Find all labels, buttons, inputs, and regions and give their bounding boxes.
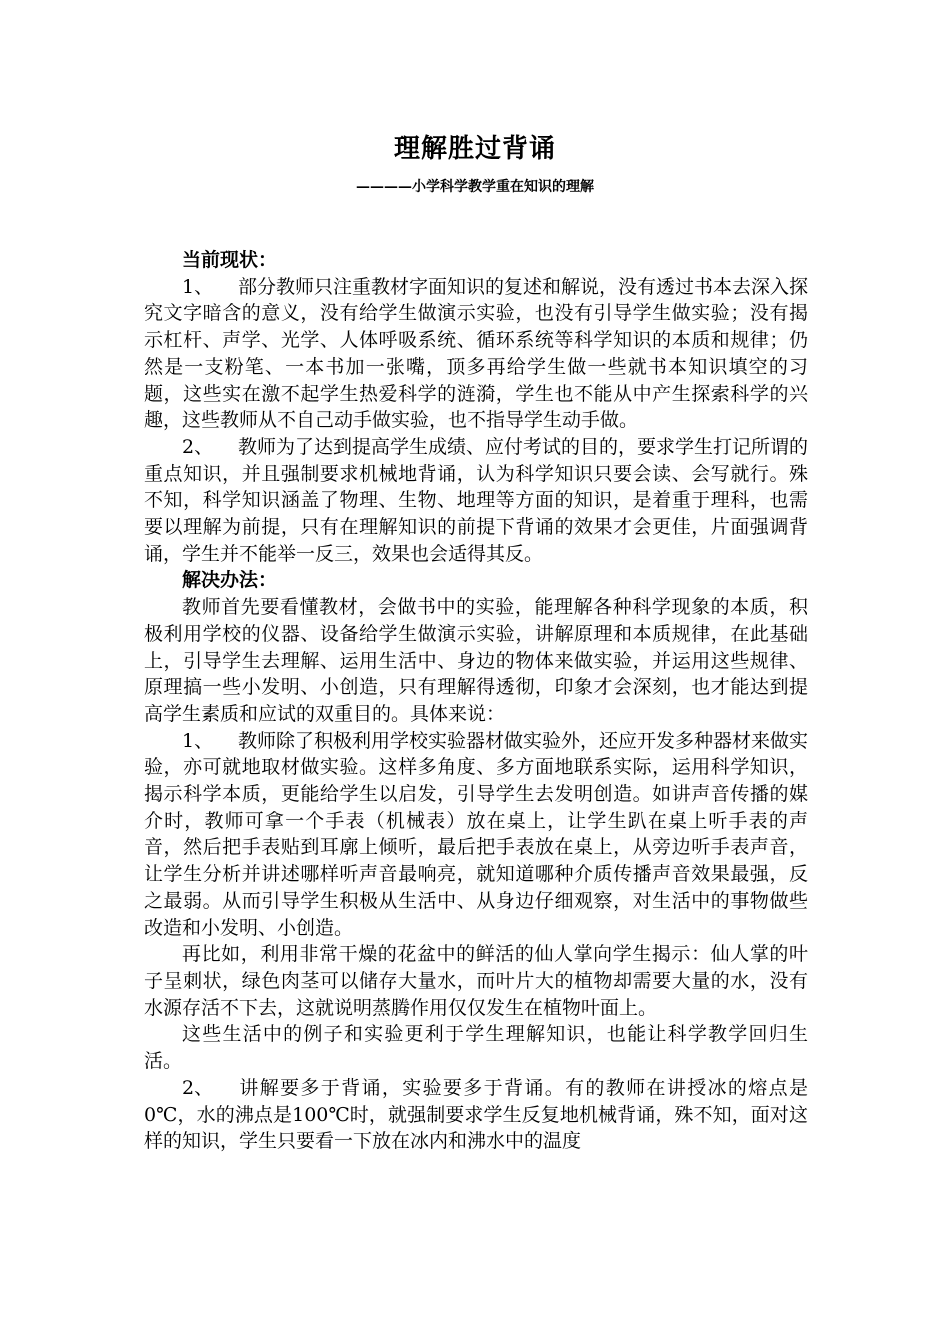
paragraph-example: 再比如，利用非常干燥的花盆中的鲜活的仙人掌向学生揭示：仙人掌的叶子呈刺状，绿色肉茎可以储存大量水，而叶片大的植物却需要大量的水，没有水源存活不下去，这就说明蒸腾作用仅仅发生在植物叶面上。 bbox=[144, 943, 808, 1019]
paragraph-text: 教师为了达到提高学生成绩、应付考试的目的，要求学生打记所谓的重点知识，并且强制要求机械地背诵，认为科学知识只要会读、会写就行。殊不知，科学知识涵盖了物理、生物、地理等方面的知识，是着重于理科，也需要以理解为前提，只有在理解知识的前提下背诵的效果才会更佳，片面强调背诵，学生并不能举一反三，效果也会适得其反。 bbox=[144, 435, 809, 565]
section-heading-solution: 解决办法： bbox=[182, 569, 278, 592]
paragraph-solution-intro: 教师首先要看懂教材，会做书中的实验，能理解各种科学现象的本质，积极利用学校的仪器、设备给学生做演示实验，讲解原理和本质规律，在此基础上，引导学生去理解、运用生活中、身边的物体来做实验，并运用这些规律、原理搞一些小发明、小创造，只有理解得透彻，印象才会深刻，也才能达到提高学生素质和应试的双重目的。具体来说： bbox=[144, 596, 808, 725]
document-body bbox=[144, 247, 808, 1155]
document-subtitle: ————小学科学教学重在知识的理解 bbox=[356, 179, 594, 195]
list-number: 1、 bbox=[182, 729, 214, 752]
paragraph-text: 教师除了积极利用学校实验器材做实验外，还应开发多种器材来做实验，亦可就地取材做实验。这样多角度、多方面地联系实际，运用科学知识，揭示科学本质，更能给学生以启发，引导学生去发明创造。如讲声音传播的媒介时，教师可拿一个手表（机械表）放在桌上，让学生趴在桌上听手表的声音，然后把手表贴到耳廓上倾听，最后把手表放在桌上，从旁边听手表声音，让学生分析并讲述哪样听声音最响亮，就知道哪种介质传播声音效果最强，反之最弱。从而引导学生积极从生活中、从身边仔细观察，对生活中的事物做些改造和小发明、小创造。 bbox=[144, 729, 809, 939]
list-number: 1、 bbox=[182, 275, 214, 298]
paragraph-summary: 这些生活中的例子和实验更利于学生理解知识，也能让科学教学回归生活。 bbox=[144, 1023, 808, 1073]
list-number: 2、 bbox=[182, 1076, 214, 1099]
paragraph-text: 讲解要多于背诵，实验要多于背诵。有的教师在讲授冰的熔点是0℃，水的沸点是100℃时，就强制要求学生反复地机械背诵，殊不知，面对这样的知识，学生只要看一下放在冰内和沸水中的温度 bbox=[144, 1076, 808, 1153]
paragraph-solution-1 bbox=[144, 728, 808, 942]
paragraph-current-1 bbox=[144, 274, 808, 434]
paragraph-current-2 bbox=[144, 434, 808, 568]
paragraph-solution-2 bbox=[144, 1075, 808, 1155]
section-heading-current: 当前现状： bbox=[182, 249, 278, 271]
list-number: 2、 bbox=[182, 435, 214, 458]
document-title: 理解胜过背诵 bbox=[393, 134, 556, 164]
paragraph-text: 部分教师只注重教材字面知识的复述和解说，没有透过书本去深入探究文字暗含的意义，没有给学生做演示实验，也没有引导学生做实验；没有揭示杠杆、声学、光学、人体呼吸系统、循环系统等科学知识的本质和规律；仍然是一支粉笔、一本书加一张嘴，顶多再给学生做一些就书本知识填空的习题，这些实在激不起学生热爱科学的涟漪，学生也不能从中产生探索科学的兴趣，这些教师从不自己动手做实验，也不指导学生动手做。 bbox=[144, 275, 809, 432]
